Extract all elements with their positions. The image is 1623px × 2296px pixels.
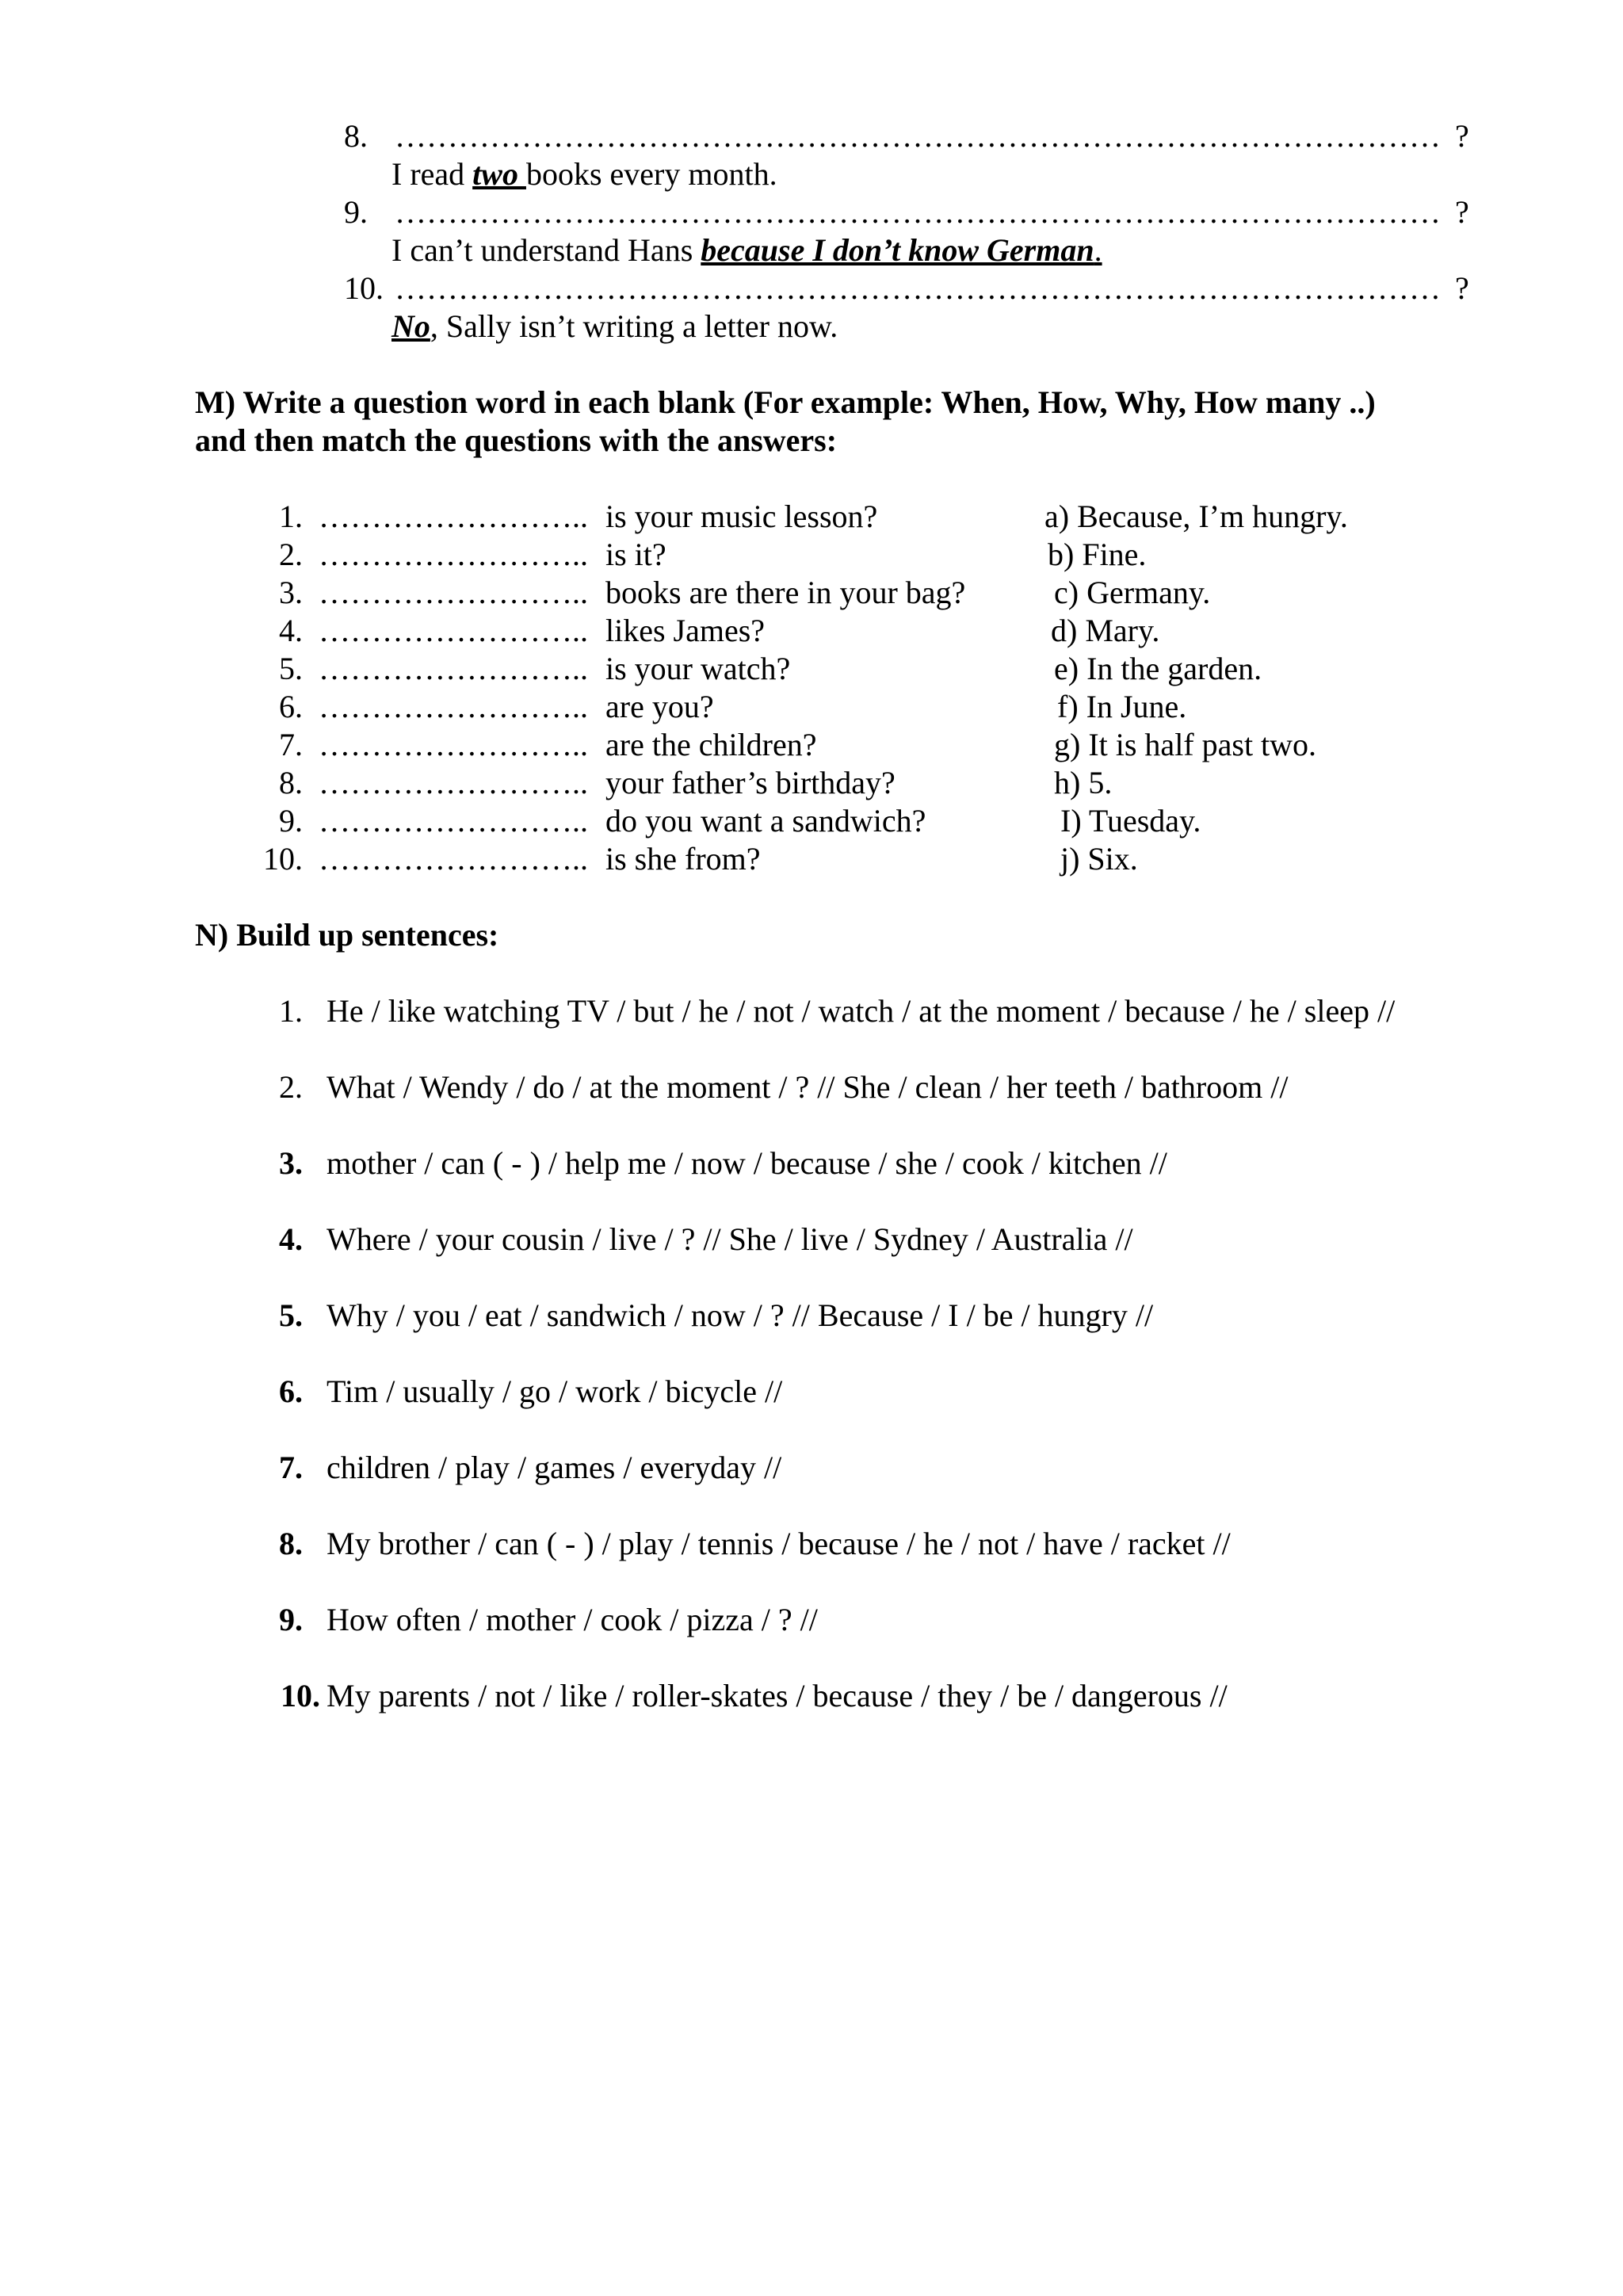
- sentence-prompt: How often / mother / cook / pizza / ? //: [327, 1602, 818, 1637]
- question-text: is your watch?: [605, 651, 791, 686]
- given-answer: [391, 155, 777, 193]
- item-number: 7.: [279, 1450, 303, 1485]
- item-number: 8.: [279, 1526, 303, 1561]
- question-text: are the children?: [605, 727, 817, 762]
- sentence-prompt: What / Wendy / do / at the moment / ? // She / clean / her teeth / bathroom //: [327, 1069, 1289, 1105]
- section-heading: and then match the questions with the answers:: [195, 422, 838, 458]
- item-number: 10.: [281, 1678, 320, 1713]
- answer-blank: ……………………..: [319, 727, 588, 762]
- given-answer: [391, 231, 1102, 269]
- match-answer: f) In June.: [1057, 689, 1187, 724]
- answer-blank: ………………………………………………………………………………………: [395, 118, 1441, 154]
- answer-blank: ……………………..: [319, 575, 588, 610]
- question-number: 9.: [344, 194, 368, 230]
- question-number: 5.: [279, 651, 303, 686]
- answer-text: I read: [391, 156, 473, 192]
- sentence-prompt: My parents / not / like / roller-skates / because / they / be / dangerous //: [327, 1678, 1228, 1713]
- answer-text: I can’t understand Hans: [391, 232, 701, 268]
- section-heading: N) Build up sentences:: [195, 917, 499, 953]
- match-answer: e) In the garden.: [1054, 651, 1262, 686]
- sentence-prompt: He / like watching TV / but / he / not / watch / at the moment / because / he / sleep //: [327, 993, 1396, 1029]
- match-answer: c) Germany.: [1054, 575, 1211, 610]
- question-text: is she from?: [605, 841, 761, 877]
- question-number: 8.: [279, 765, 303, 800]
- question-number: 9.: [279, 803, 303, 839]
- question-text: are you?: [605, 689, 714, 724]
- question-number: 1.: [279, 499, 303, 534]
- question-number: 4.: [279, 613, 303, 648]
- question-mark: ?: [1455, 270, 1469, 306]
- sentence-prompt: Where / your cousin / live / ? // She / live / Sydney / Australia //: [327, 1221, 1133, 1257]
- sentence-prompt: My brother / can ( - ) / play / tennis / because / he / not / have / racket //: [327, 1526, 1231, 1561]
- answer-blank: ……………………..: [319, 765, 588, 800]
- item-number: 9.: [279, 1602, 303, 1637]
- question-number: 10.: [344, 270, 384, 306]
- question-number: 10.: [263, 841, 303, 877]
- answer-emphasis: two: [472, 156, 526, 192]
- match-answer: I) Tuesday.: [1060, 803, 1201, 839]
- sentence-prompt: Tim / usually / go / work / bicycle //: [327, 1373, 783, 1409]
- question-number: 3.: [279, 575, 303, 610]
- question-number: 7.: [279, 727, 303, 762]
- sentence-prompt: Why / you / eat / sandwich / now / ? // Because / I / be / hungry //: [327, 1297, 1154, 1333]
- answer-blank: ………………………………………………………………………………………: [395, 270, 1441, 306]
- question-text: your father’s birthday?: [605, 765, 896, 800]
- match-answer: g) It is half past two.: [1054, 727, 1317, 762]
- item-number: 3.: [279, 1145, 303, 1181]
- answer-text: books every month.: [525, 156, 777, 192]
- match-answer: h) 5.: [1054, 765, 1113, 800]
- sentence-prompt: mother / can ( - ) / help me / now / because / she / cook / kitchen //: [327, 1145, 1167, 1181]
- sentence-prompt: children / play / games / everyday //: [327, 1450, 782, 1485]
- answer-text: .: [1094, 232, 1102, 268]
- item-number: 1.: [279, 993, 303, 1029]
- answer-blank: ……………………..: [319, 689, 588, 724]
- question-number: 8.: [344, 118, 368, 154]
- answer-emphasis: No: [391, 308, 430, 344]
- question-mark: ?: [1455, 118, 1469, 154]
- item-number: 5.: [279, 1297, 303, 1333]
- match-answer: b) Fine.: [1048, 537, 1147, 572]
- question-text: likes James?: [605, 613, 766, 648]
- answer-blank: ……………………..: [319, 803, 588, 839]
- item-number: 2.: [279, 1069, 303, 1105]
- item-number: 6.: [279, 1373, 303, 1409]
- answer-blank: ……………………..: [319, 499, 588, 534]
- match-answer: d) Mary.: [1051, 613, 1160, 648]
- given-answer: [391, 308, 838, 345]
- answer-blank: ……………………..: [319, 651, 588, 686]
- question-number: 2.: [279, 537, 303, 572]
- item-number: 4.: [279, 1221, 303, 1257]
- question-number: 6.: [279, 689, 303, 724]
- answer-blank: ……………………..: [319, 613, 588, 648]
- question-text: books are there in your bag?: [605, 575, 966, 610]
- question-text: is your music lesson?: [605, 499, 878, 534]
- match-answer: a) Because, I’m hungry.: [1044, 499, 1348, 534]
- match-answer: j) Six.: [1060, 841, 1138, 877]
- answer-blank: ……………………..: [319, 537, 588, 572]
- question-mark: ?: [1455, 194, 1469, 230]
- answer-emphasis: because I don’t know German: [701, 232, 1094, 268]
- answer-blank: ……………………..: [319, 841, 588, 877]
- answer-text: , Sally isn’t writing a letter now.: [430, 308, 838, 344]
- question-text: is it?: [605, 537, 666, 572]
- question-text: do you want a sandwich?: [605, 803, 926, 839]
- answer-blank: ………………………………………………………………………………………: [395, 194, 1441, 230]
- section-heading: M) Write a question word in each blank (For example: When, How, Why, How many ..): [195, 384, 1376, 420]
